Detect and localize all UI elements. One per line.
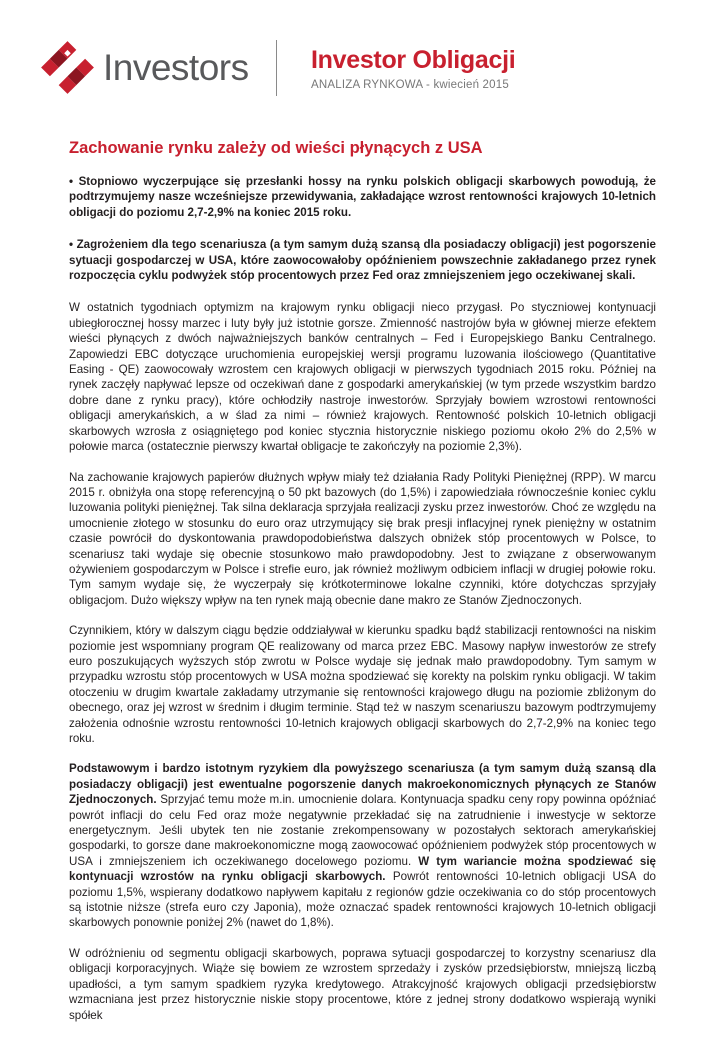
paragraph-5: W odróżnieniu od segmentu obligacji skarbowych, poprawa sytuacji gospodarczej to korzystny scenariusz dla obligacji korporacyjnych. Wiąże się bowiem ze wzrostem sprzedaży i zysków przedsiębiorstw, mniejszą liczbą upadłości, a tym samym spadkiem ryzyka kredytowego. Atrakcyjność krajowych obligacji przedsiębiorstw wzmacniana jest przez historycznie niskie stopy procentowe, które z jednej strony dodatkowo wspierają wyniki spółek (69, 946, 656, 1022)
article-headline: Zachowanie rynku zależy od wieści płynących z USA (69, 139, 483, 157)
paragraph-4 (69, 761, 656, 930)
investors-logo-icon (40, 40, 95, 95)
article-body (69, 137, 656, 1038)
paragraph-4-text-1: Sprzyjać temu może m.in. umocnienie dolara. Kontynuacja spadku ceny ropy powinna opóźniać powrót inflacji do celu Fed oraz może negatywnie przekładać się na zatrudnienie i inwestycje w sektorze energetycznym. Jeśli ubytek ten nie zostanie zrekompensowany w pozostałych sektorach amerykańskiej gospodarki, to gorsze dane makroekonomiczne mogą zaowocować opóźnieniem podwyżek stóp procentowych w USA i zmniejszeniem ich oczekiwanego docelowego poziomu. (69, 793, 656, 868)
page-header (0, 0, 725, 110)
paragraph-4-text-2: Powrót rentowności 10-letnich obligacji USA do poziomu 1,5%, wspierany dodatkowo napływem kapitału z regionów gdzie oczekiwania co do stóp procentowych są istotnie niższe (strefa euro czy Japonia), może oznaczać spadek rentowności krajowych 10-letnich obligacji skarbowych ponownie poniżej 2% (nawet do 1,8%). (69, 870, 656, 930)
paragraph-2: Na zachowanie krajowych papierów dłużnych wpływ miały też działania Rady Polityki Pieniężnej (RPP). W marcu 2015 r. obniżyła ona stopę referencyjną o 50 pkt bazowych (do 1,5%) i zapowiedziała równocześnie koniec cyklu luzowania polityki pieniężnej. Tak silna deklaracja sprzyjała realizacji zysku przez inwestorów. Choć ze względu na umocnienie złotego w stosunku do euro oraz utrzymujący się brak presji inflacyjnej rynek pieniężny w ostatnim czasie powrócił do dyskontowania prawdopodobieństwa dalszych obniżek stóp procentowych w Polsce, to scenariusz taki wydaje się obecnie stosunkowo mało prawdopodobny. Jest to związane z obserwowanym ożywieniem gospodarczym w Polsce i strefie euro, jak również możliwym odbiciem inflacji w drugiej połowie roku. Tym samym wydaje się, że wyczerpały się krótkoterminowe lokalne czynniki, które dotychczas sprzyjały obligacjom. Dużo większy wpływ na ten rynek mają obecnie dane makro ze Stanów Zjednoczonych. (69, 470, 656, 607)
paragraph-3: Czynnikiem, który w dalszym ciągu będzie oddziaływał w kierunku spadku bądź stabilizacji rentowności na niskim poziomie jest wspomniany program QE realizowany od marca przez EBC. Masowy napływ inwestorów ze strefy euro poszukujących wyższych stóp zwrotu w Polsce wydaje się jednak mało prawdopodobny. Tym samym w przypadku wzrostu stóp procentowych w USA można spodziewać się korekty na polskim rynku obligacji. W takim otoczeniu w drugim kwartale zakładamy utrzymanie się rentowności krajowego długu na poziomie zbliżonym do obecnego, oraz jej wzrost w średnim i długim terminie. Stąd też w naszym scenariuszu bazowym podtrzymujemy założenia odnośnie wzrostu rentowności 10-letnich krajowych obligacji skarbowych do 2,7-2,9% na koniec tego roku. (69, 624, 656, 745)
paragraph-1: W ostatnich tygodniach optymizm na krajowym rynku obligacji nieco przygasł. Po styczniowej kontynuacji ubiegłorocznej hossy marzec i luty były już istotnie gorsze. Zmienność nastrojów była w głównej mierze efektem wieści płynących z dwóch najważniejszych banków centralnych – Fed i Europejskiego Banku Centralnego. Zapowiedzi EBC dotyczące uruchomienia europejskiej wersji programu luzowania ilościowego (Quantitative Easing - QE) zaowocowały wzrostem cen krajowych obligacji w pierwszych tygodniach 2015 roku. Później na rynek zaczęły napływać lepsze od oczekiwań dane z gospodarki amerykańskiej (w tym przede wszystkim bardzo dobre dane z rynku pracy), które ochłodziły nastroje inwestorów. Sprzyjały bowiem wzrostowi rentowności obligacji amerykańskich, a w ślad za nimi – również krajowych. Rentowność polskich 10-letnich obligacji skarbowych wzrosła z osiągniętego pod koniec stycznia historycznie niskiego poziomu około 2% do 2,5% w połowie marca (ostatecznie pierwszy kwartał obligacje te zakończyły na poziomie 2,3%). (69, 301, 656, 454)
publication-title: Investor Obligacji (311, 46, 516, 74)
variant-statement: W tym wariancie można spodziewać się kontynuacji wzrostów na rynku obligacji skarbowych. (69, 854, 657, 884)
lead-bullet-1: • Stopniowo wyczerpujące się przesłanki hossy na rynku polskich obligacji skarbowych powodują, że podtrzymujemy nasze wcześniejsze przewidywania, zakładające wzrost rentowności krajowych 10-letnich obligacji do poziomu 2,7-2,9% na koniec 2015 roku. (69, 175, 656, 219)
publication-subtitle: ANALIZA RYNKOWA - kwiecień 2015 (311, 79, 509, 91)
lead-bullet-2: • Zagrożeniem dla tego scenariusza (a tym samym dużą szansą dla posiadaczy obligacji) jest pogorszenie sytuacji gospodarczej w USA, które zaowocowałoby opóźnieniem powszechnie zakładanego przez rynek rozpoczęcia cyklu podwyżek stóp procentowych przez Fed oraz zmniejszeniem jego oczekiwanej skali. (69, 238, 656, 283)
logo-wordmark: Investors (103, 47, 249, 88)
header-divider (276, 40, 277, 96)
risk-statement: Podstawowym i bardzo istotnym ryzykiem dla powyższego scenariusza (a tym samym dużą szansą dla posiadaczy obligacji) jest ewentualne pogorszenie danych makroekonomicznych płynących ze Stanów Zjednoczonych. (69, 762, 656, 807)
